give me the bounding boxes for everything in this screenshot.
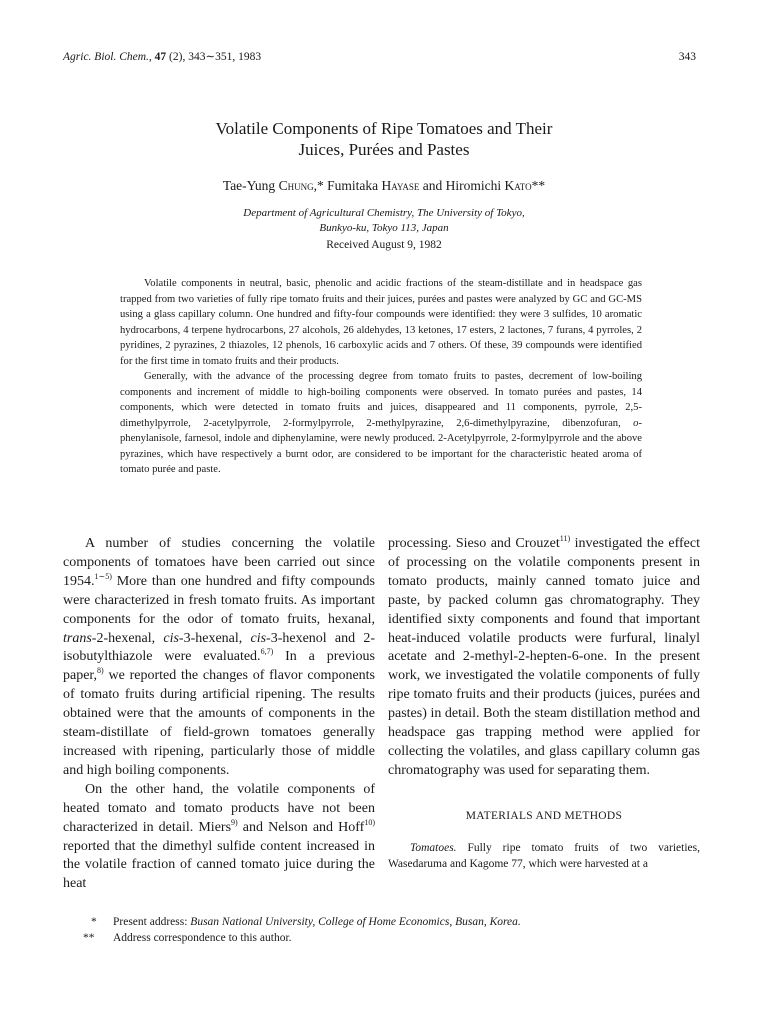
body-column-right <box>388 535 700 872</box>
abstract-p2-text-a: Generally, with the advance of the processing degree from tomato fruits to pastes, decrement of low-boiling components and increment of middle to high-boiling components were observed. In tomato purées and pastes, 14 components, which were detected in tomato fruits and juices, disappeared and 11 components, pyrrole, 2,5-dimethylpyrrole, 2-acetylpyrrole, 2-formylpyrrole, 2-methylpyrazine, 2,6-dimethylpyrazine, dibenzofuran, <box>120 371 642 429</box>
citation: 10) <box>364 817 376 827</box>
text-span: More than one hundred and fifty compounds were characterized in fresh tomato fruits. As important components for the odor of tomato fruits, hexanal, <box>63 573 375 627</box>
affiliation-line-2: Bunkyo-ku, Tokyo 113, Japan <box>319 222 449 234</box>
article-title <box>0 118 768 160</box>
text-span: Fully ripe tomato fruits of two varieties, Wasedaruma and Kagome 77, which were harvested at a <box>388 841 700 870</box>
footnote-affiliation: Busan National University, College of Home Economics, Busan, Korea. <box>190 916 521 928</box>
text-span: and Nelson and Hoff <box>237 819 365 835</box>
abstract <box>120 276 642 478</box>
text-span: processing. Sieso and Crouzet <box>388 536 560 551</box>
running-head <box>63 49 261 63</box>
author-2-first: Fumitaka <box>327 178 382 193</box>
author-1-mark: ,* <box>313 178 328 193</box>
italic-prefix: cis <box>163 630 179 646</box>
journal-volume: 47 <box>154 51 167 63</box>
author-3-first: Hiromichi <box>445 178 505 193</box>
citation: 8) <box>97 666 104 676</box>
text-span: A number of studies concerning the volatile components of tomatoes have been carried out since 1954. <box>63 536 375 589</box>
author-1-last: Chung <box>278 178 314 193</box>
footnote-mark: * <box>91 916 97 928</box>
intro-paragraph-continued <box>388 535 700 781</box>
intro-paragraph-1 <box>63 535 375 781</box>
methods-paragraph-tomatoes <box>388 840 700 872</box>
received-date: Received August 9, 1982 <box>326 239 442 251</box>
abstract-paragraph-1: Volatile components in neutral, basic, phenolic and acidic fractions of the steam-distillate and in headspace gas trapped from two varieties of fully ripe tomato fruits and their juices, purées and pastes were analyzed by GC and GC-MS using a glass capillary column. One hundred and fifty-four compounds were identified: they were 3 sulfides, 10 aromatic hydrocarbons, 4 terpene hydrocarbons, 27 alcohols, 26 aldehydes, 13 ketones, 17 esters, 2 lactones, 7 furans, 4 pyrroles, 2 pyridines, 2 pyrazines, 2 thiazoles, 12 phenols, 16 carboxylic acids and 7 others. Of these, 39 compounds were identified for the first time in tomato fruits and their products. <box>120 278 642 367</box>
text-span: -3-hexenol and 2-isobutylthiazole were evaluated. <box>63 630 375 665</box>
footnote-2 <box>63 930 703 946</box>
text-span: On the other hand, the volatile components of heated tomato and tomato products have not been characterized in detail. Miers <box>63 781 375 835</box>
footnote-mark: ** <box>83 932 95 944</box>
journal-name: Agric. Biol. Chem., <box>63 51 152 63</box>
text-span: reported that the dimethyl sulfide content increased in the volatile fraction of canned tomato juice during the heat <box>63 838 375 892</box>
abstract-paragraph-2 <box>120 369 642 478</box>
citation: 6,7) <box>260 647 274 657</box>
affiliation-line-1: Department of Agricultural Chemistry, The University of Tokyo, <box>243 207 525 219</box>
journal-issue-pages-year: (2), 343∼351, 1983 <box>169 51 262 63</box>
title-line-1: Volatile Components of Ripe Tomatoes and Their <box>215 119 553 138</box>
italic-prefix: cis <box>250 630 267 646</box>
text-span: Present address: <box>113 916 191 928</box>
citation: 1∼5) <box>94 571 112 581</box>
section-heading-methods: MATERIALS AND METHODS <box>465 809 623 822</box>
author-1-first: Tae-Yung <box>222 178 279 193</box>
citation: 11) <box>559 534 571 543</box>
subsection-label: Tomatoes. <box>410 841 457 854</box>
title-line-2: Juices, Purées and Pastes <box>298 140 470 159</box>
author-separator: and <box>419 178 446 193</box>
page-number: 343 <box>678 51 696 63</box>
citation: 9) <box>231 817 238 827</box>
text-span: we reported the changes of flavor components of tomato fruits during artificial ripening. The results obtained were that the amounts of components in the steam-distillate of field-grown tomatoes generally increased with ripening, particularly those of middle and high boiling components. <box>63 668 375 778</box>
footnotes <box>63 914 703 946</box>
text-span: -2-hexenal, <box>91 630 164 646</box>
author-list <box>0 178 768 194</box>
intro-paragraph-2 <box>63 781 375 894</box>
affiliation <box>0 206 768 236</box>
abstract-p2-italic: o <box>633 417 639 429</box>
author-3-mark: ** <box>531 178 546 193</box>
italic-prefix: trans <box>63 630 92 646</box>
author-3-last: Kato <box>504 178 532 193</box>
author-2-last: Hayase <box>381 178 420 193</box>
body-column-left <box>63 535 375 894</box>
text-span: In a previous paper, <box>63 649 376 684</box>
text-span: Address correspondence to this author. <box>113 932 292 944</box>
text-span: investigated the effect of processing on the volatile components present in tomato products, mainly canned tomato juice and paste, by packed column gas chromatography. They identified sixty components and found that important heat-induced volatile products were furfural, linalyl acetate and 2-methyl-2-hepten-6-one. In the present work, we investigated the volatile components of fully ripe tomato fruits and their products (juices, purées and pastes) in detail. Both the steam distillation method and headspace gas trapping method were applied for collecting the volatiles, and glass capillary column gas chromatography was used for separating them. <box>388 536 701 778</box>
footnote-1 <box>63 914 703 930</box>
text-span: -3-hexenal, <box>178 630 251 646</box>
abstract-p2-text-b: -phenylanisole, farnesol, indole and diphenylamine, were newly produced. 2-Acetylpyrrole, 2-formylpyrrole and the above pyrazines, which have respectively a burnt odor, are considered to be important for the characteristic heated aroma of tomato purée and paste. <box>120 417 642 475</box>
